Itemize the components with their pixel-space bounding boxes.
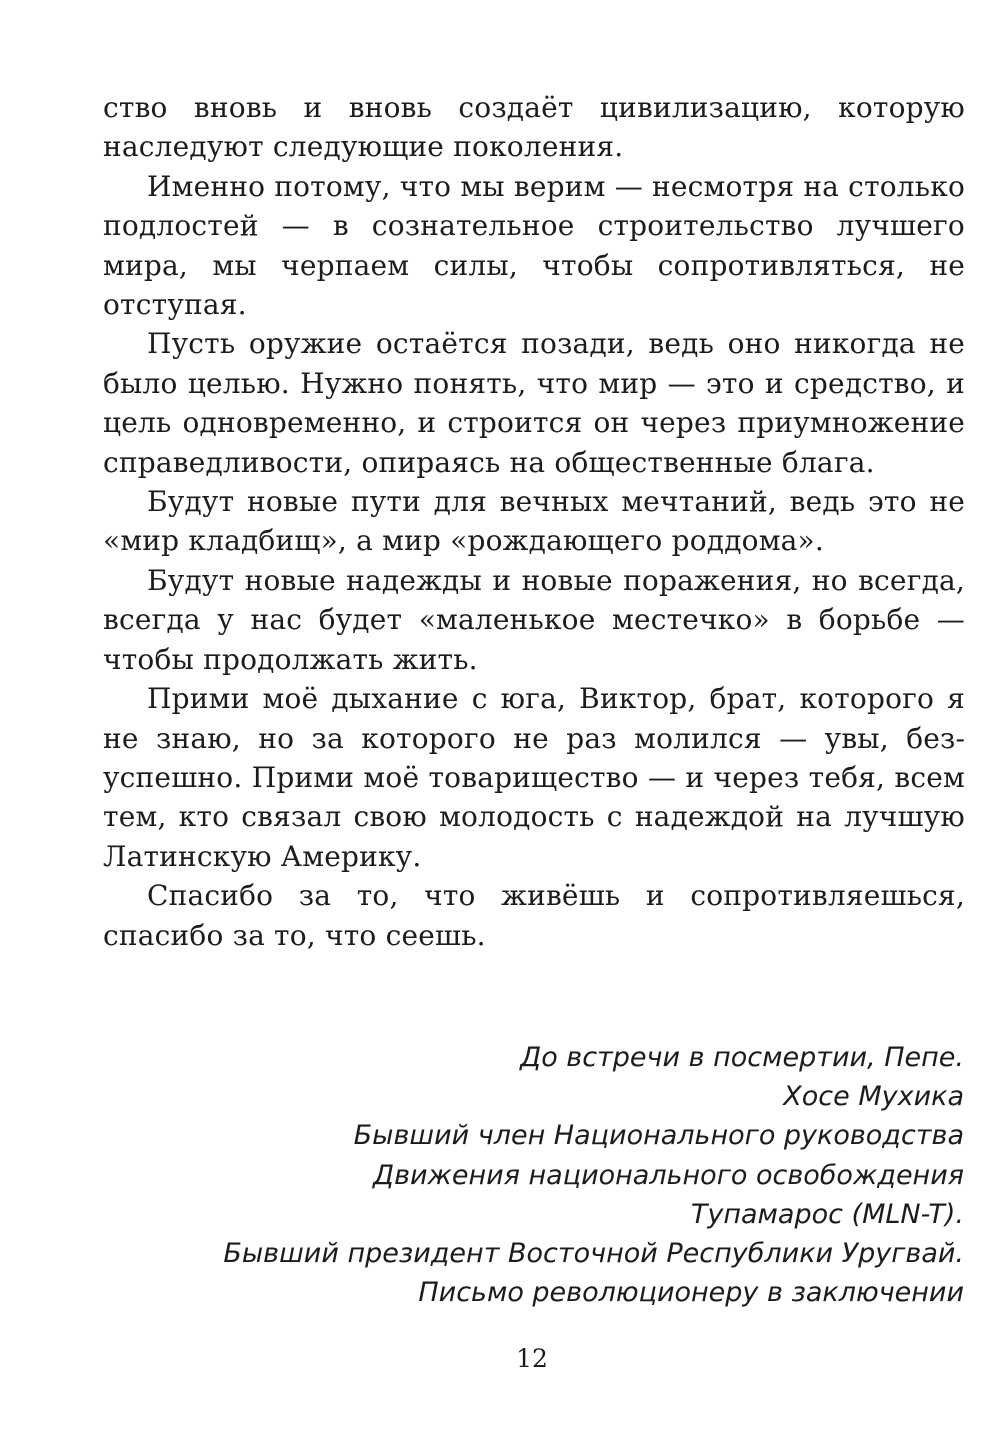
- signature-block: [104, 1038, 964, 1312]
- page-number: 12: [516, 1344, 548, 1373]
- paragraph: Пусть оружие остаётся позади, ведь оно никогда не было целью. Нужно понять, что мир — это и средство, и цель одновременно, и строится он через приумножение справедливости, опираясь на общественные блага.: [103, 327, 965, 479]
- paragraph: Будут новые надежды и новые поражения, но всегда, всегда у нас будет «маленькое местечко» в борьбе — чтобы продолжать жить.: [103, 563, 965, 676]
- signature-title-line: Движения национального освобождения: [373, 1159, 964, 1191]
- signature-farewell: До встречи в посмертии, Пепе.: [520, 1042, 964, 1073]
- signature-title-line: Бывший член Национального руководства: [353, 1120, 964, 1152]
- paragraph: Будут новые пути для вечных мечтаний, ведь это не «мир кладбищ», а мир «рождающего роддома».: [103, 485, 965, 558]
- signature-author-name: Хосе Мухика: [783, 1081, 964, 1113]
- body-text: [103, 88, 965, 955]
- letter-caption: Письмо революционеру в заключении: [418, 1277, 964, 1309]
- signature-title-line: Тупамарос (MLN-T).: [690, 1198, 964, 1230]
- paragraph: Спасибо за то, что живёшь и сопротивляешься, спасибо за то, что сеешь.: [103, 879, 965, 952]
- paragraph: Прими моё дыхание с юга, Виктор, брат, которого я не знаю, но за которого не раз молился — увы, безуспешно. Прими моё товарищество — и через тебя, всем тем, кто связал свою молодость с надеждой на лучшую Латинскую Америку.: [103, 682, 965, 873]
- paragraph: Именно потому, что мы верим — несмотря на столько подлостей — в сознательное строительство лучшего мира, мы черпаем силы, чтобы сопротивляться, не отступая.: [103, 169, 965, 322]
- paragraph-continuation: ство вновь и вновь создаёт цивилизацию, которую наследуют следующие поколения.: [103, 91, 965, 164]
- signature-title-line: Бывший президент Восточной Республики Уругвай.: [223, 1238, 964, 1270]
